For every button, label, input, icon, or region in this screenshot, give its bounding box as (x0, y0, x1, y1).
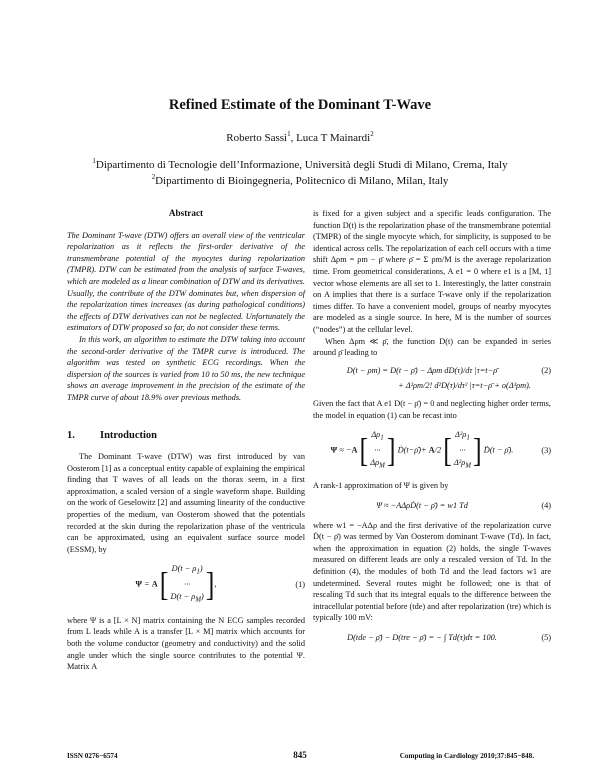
section-number: 1. (67, 429, 75, 441)
equation-1-number: (1) (295, 580, 305, 590)
equation-2 (313, 365, 551, 392)
equation-3-number: (3) (541, 445, 551, 455)
equation-5-number: (5) (541, 632, 551, 642)
abstract-heading: Abstract (168, 208, 204, 218)
author-sep: , (290, 132, 297, 144)
equation-1 (67, 563, 305, 606)
footer-journal: Computing in Cardiology 2010;37:845−848. (399, 752, 534, 760)
intro-paragraph-2: where Ψ is a [L × N] matrix containing the N ECG samples recorded from L leads while A is a transfer [L × M] matrix which accounts for both the volume conductor (geometry and conductivity) and the solid angle under which the single source contributes to the potential Ψ. Matrix A (67, 615, 305, 672)
abstract-paragraph-2: In this work, an algorithm to estimate the DTW taking into account the second-order derivative of the TMPR curve is introduced. The algorithm was tested on synthetic ECG recordings. When the dispersion of the sources is varied from 10 to 50 ms, the new technique shows an average improvement in the precision of the estimate of the TMPR curve of about 18.9% over previous methods. (67, 334, 305, 402)
right-paragraph-4: A rank-1 approximation of Ψ is given by (313, 481, 449, 491)
equation-3 (313, 429, 551, 472)
right-column (313, 208, 551, 652)
equation-4-body: Ψ ≈ −AΔρḊ(t − ρ̄) = w1 Td (376, 501, 468, 510)
affiliation-2-text: Dipartimento di Bioingegneria, Politecnico di Milano, Milan, Italy (155, 175, 449, 187)
affiliation-1 (0, 157, 600, 173)
paper-title: Refined Estimate of the Dominant T-Wave (168, 97, 432, 113)
intro-paragraph-1: The Dominant T-wave (DTW) was first introduced by van Oosterom [1] as a conceptual entity capable of explaining the empirical finding that T waves of all leads on the thorax seem, in a first approximation, a scaled version of a single waveform shape. Building on the work of Geselowitz [2] and assuming linearity of the conductive properties of the medium, van Oosterom showed that the potentials recorded at the skin during the repolarization phase of the ventricula can be approximated, using an equivalent surface source model (ESSM), by (67, 452, 305, 554)
equation-5-body: D(tde − ρ̄) − D(tre − ρ̄) = − ∫ Td(τ)dτ = 100. (347, 632, 497, 642)
equation-1-body: Ψ = A [ $D(t - \rho_1)$ ··· $D(t - \rho_M)$ ] , (135, 564, 217, 604)
abstract-paragraph-1: The Dominant T-wave (DTW) offers an overall view of the ventricular repolarization as it reflects the first-order derivative of the transmembrane potential of the myocytes during repolarization (TMPR). DTW can be estimated from the analysis of surface T-waves, which are modeled as a linear combination of DTW and its derivatives. Usually, the contribute of the DTW dominates but, when dispersion of the repolarization times increases (as during pathological conditions) the effects of DTW derivatives can not be neglected. Unfortunately the estimators of DTW proposed so far, do not consider these terms. (67, 230, 305, 333)
affiliation-1-sup: 1 (92, 157, 96, 165)
affiliations (0, 157, 600, 189)
right-paragraph-2: When Δρm ≪ ρ̄, the function D(t) can be expanded in series around ρ̄ leading to (313, 336, 551, 358)
right-paragraph-3: Given the fact that A e1 D(t − ρ̄) = 0 and neglecting higher order terms, the model in equation (1) can be recast into (313, 398, 551, 420)
equation-3-body: Ψ ≈ −A [ $\Delta\rho_1$ ··· $\Delta\rho_M$ ] Ḋ(t−ρ̄)+ A/2 [ $\Delta^2\rho_1$ ··· $\Delta^2\rho_M$ ] D̈(t − ρ̄). (330, 430, 514, 470)
left-column (67, 208, 305, 673)
equation-4 (313, 500, 551, 512)
authors (0, 132, 600, 144)
equation-2-line-2: + Δ²ρm/2! d²D(τ)/dτ² |τ=t−ρ̄ + o(Δ³ρm). (398, 381, 531, 391)
section-title: Introduction (100, 429, 157, 441)
author-2: Luca T Mainardi (296, 132, 371, 144)
author-2-sup: 2 (370, 130, 374, 138)
right-paragraph-5: where w1 = −AΔρ and the first derivative of the repolarization curve Ḋ(t − ρ̄) was termed by Van Oosterom dominant T-wave (Td). In fact, when the approximation in equation (2) holds, the single T-waves measured on different leads are only a rescaled version of Td. In the definition (4), the modules of both Td and the lead factors w1 are undetermined. Several routes might be followed; one is that of rescaling Td such that its integral equals to the difference between the intracellular potential before (tde) and after repolarization (tre) which is typically 100 mV: (313, 520, 551, 623)
section-heading (67, 430, 305, 442)
equation-2-number: (2) (541, 365, 551, 375)
author-1-sup: 1 (287, 130, 291, 138)
affiliation-1-text: Dipartimento di Tecnologie dell’Informazione, Università degli Studi di Milano, Crema, Italy (95, 159, 508, 171)
equation-4-number: (4) (541, 501, 551, 510)
footer-issn: ISSN 0276−6574 (67, 752, 118, 760)
equation-2-line-1: D(t − ρm) = D(t − ρ̄) − Δρm dD(τ)/dτ |τ=t−ρ̄ (346, 365, 498, 375)
affiliation-2-sup: 2 (151, 173, 156, 181)
affiliation-2 (0, 173, 600, 189)
footer-page-number: 845 (293, 750, 307, 760)
author-1: Roberto Sassi (226, 132, 288, 144)
right-paragraph-1: is fixed for a given subject and a specific leads configuration. The function D(t) is the repolarization phase of the transmembrane potential (TMPR) of the single myocyte which, for simplicity, is supposed to be identical across cells. The repolarization of each cell occurs with a time shift Δρm = ρm − ρ̄ where ρ̄ = Σ ρm/M is the average repolarization time. From geometrical considerations, A e1 = 0 where e1 is a [M, 1] vector whose elements are all set to 1. Interestingly, the latter constrain on A implies that there is a surface T-wave only if the repolarization times differ. To have a convenient model, groups of nearby myocytes are modeled as a single source. In here, M is the number of sources (“nodes”) at the cellular level. (313, 209, 551, 334)
equation-5 (313, 632, 551, 644)
